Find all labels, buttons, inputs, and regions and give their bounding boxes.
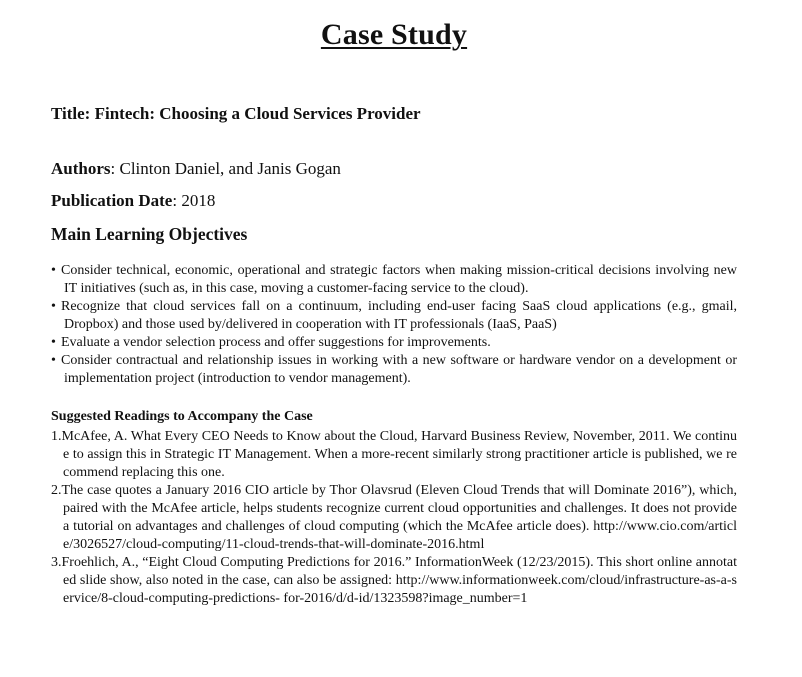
reading-item	[51, 428, 737, 482]
objective-text: Consider technical, economic, operational and strategic factors when making mission-critical decisions involving new IT initiatives (such as, in this case, moving a customer-facing service to the cloud).	[61, 263, 737, 296]
readings-heading: Suggested Readings to Accompany the Case	[51, 409, 313, 424]
bullet-icon: •	[51, 299, 56, 314]
reading-number: 2.	[51, 483, 62, 498]
objective-item	[51, 298, 737, 334]
objective-item	[51, 352, 737, 388]
publication-date-label: Publication Date	[51, 191, 173, 210]
bullet-icon: •	[51, 335, 56, 350]
document-heading: Case Study	[320, 18, 468, 51]
bullet-icon: •	[51, 353, 56, 368]
authors-line	[51, 159, 341, 179]
reading-item	[51, 554, 737, 608]
publication-date-value: : 2018	[172, 191, 216, 210]
reading-text: The case quotes a January 2016 CIO article by Thor Olavsrud (Eleven Cloud Trends that will Dominate 2016”), which, paired with the McAfee article, helps students recognize current cloud opportunities and challenges. It does not provide a tutorial on advantages and challenges of cloud computing (which the McAfee article does). http://www.cio.com/article/3026527/cloud-computing/11-cloud-trends-that-will-dominate-2016.html	[61, 483, 737, 552]
reading-number: 1.	[51, 429, 62, 444]
reading-text: Froehlich, A., “Eight Cloud Computing Predictions for 2016.” InformationWeek (12/23/2015). This short online annotated slide show, also noted in the case, can also be assigned: http://www.informationweek.com/cloud/infrastructure-as-a-service/8-cloud-computing-predictions- for-2016/d/d-id/1323598?image_number=1	[61, 555, 737, 606]
objective-item	[51, 262, 737, 298]
authors-value: : Clinton Daniel, and Janis Gogan	[110, 159, 341, 178]
bullet-icon: •	[51, 263, 56, 278]
authors-label: Authors	[51, 159, 111, 178]
publication-date-line	[51, 191, 215, 211]
objectives-list	[51, 262, 737, 388]
objective-text: Recognize that cloud services fall on a continuum, including end-user facing SaaS cloud applications (e.g., gmail, Dropbox) and those used by/delivered in cooperation with IT professionals (IaaS, PaaS)	[61, 299, 737, 332]
reading-number: 3.	[51, 555, 62, 570]
case-title: Title: Fintech: Choosing a Cloud Services Provider	[51, 104, 421, 123]
objectives-heading: Main Learning Objectives	[51, 224, 248, 244]
reading-item	[51, 482, 737, 554]
readings-list	[51, 428, 737, 608]
reading-text: McAfee, A. What Every CEO Needs to Know about the Cloud, Harvard Business Review, November, 2011. We continue to assign this in Strategic IT Management. When a more-recent similarly strong practitioner article is published, we recommend replacing this one.	[61, 429, 737, 480]
objective-item	[51, 334, 737, 352]
objective-text: Consider contractual and relationship issues in working with a new software or hardware vendor on a development or implementation project (introduction to vendor management).	[61, 353, 737, 386]
objective-text: Evaluate a vendor selection process and offer suggestions for improvements.	[61, 335, 491, 350]
